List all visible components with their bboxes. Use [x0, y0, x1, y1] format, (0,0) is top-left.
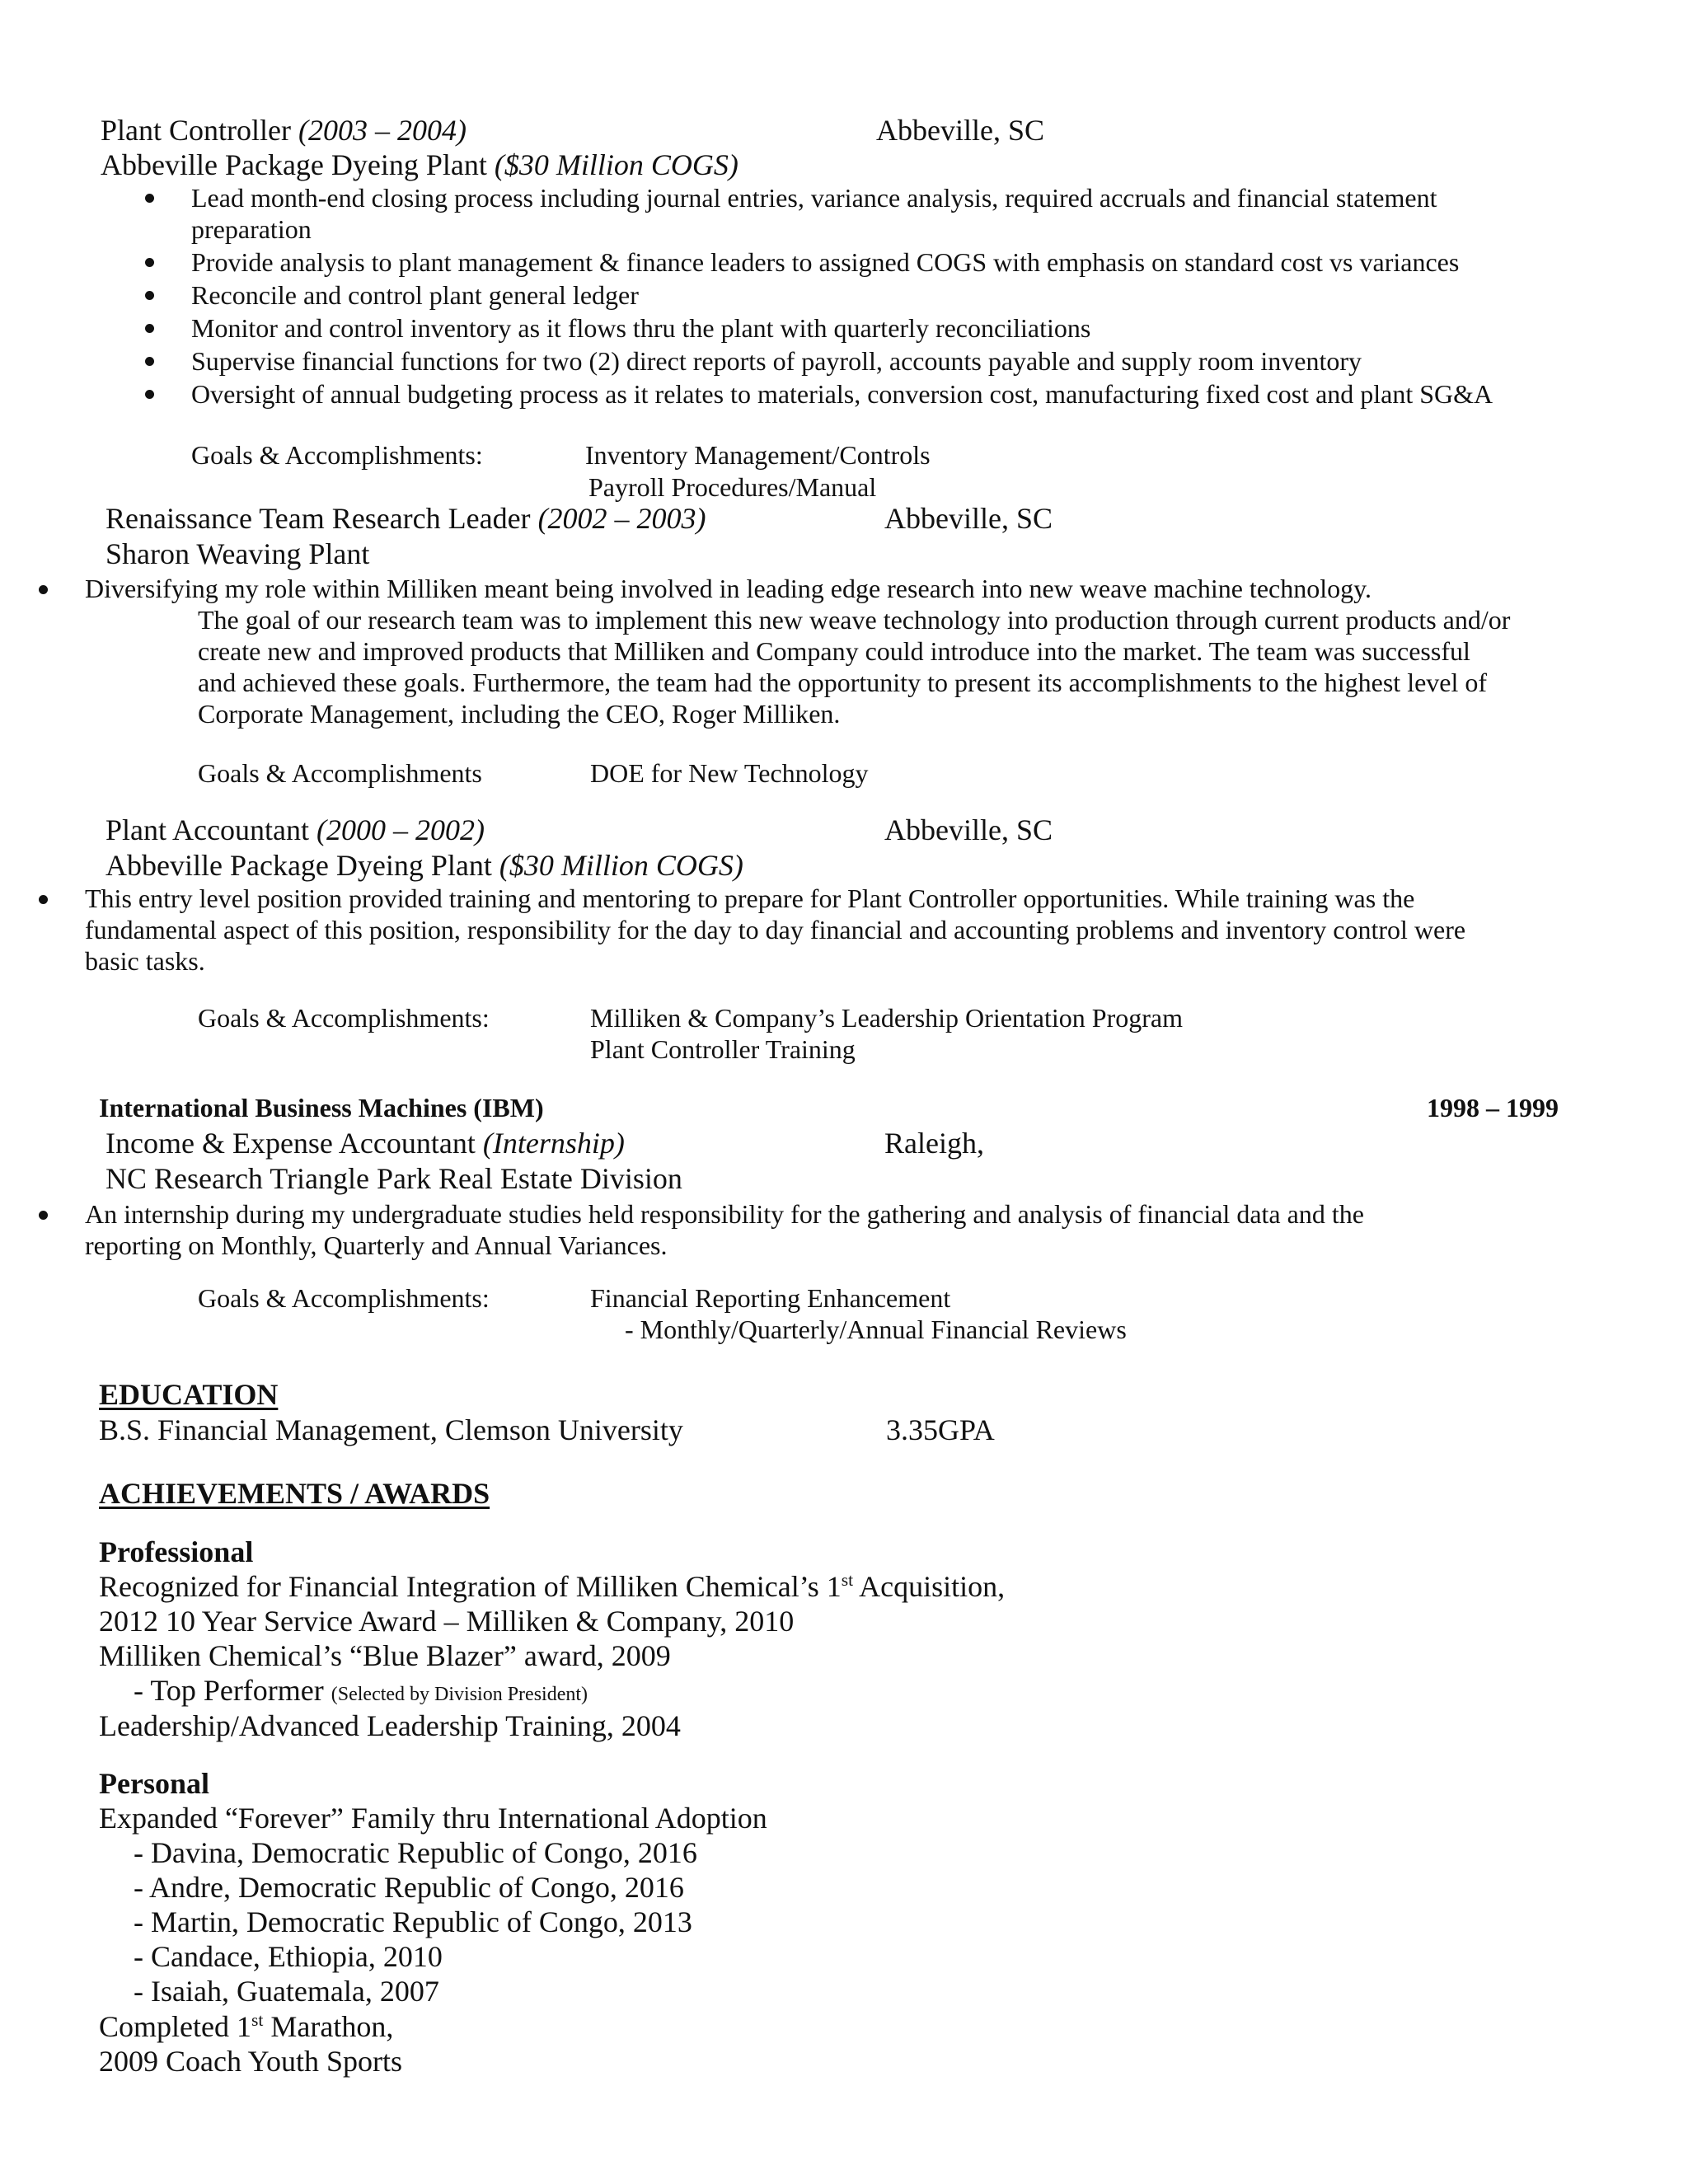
item-text: Acquisition, [853, 1570, 1006, 1603]
paragraph-line: Corporate Management, including the CEO, Roger Milliken. [198, 699, 841, 729]
job-location: Abbeville, SC [876, 114, 1044, 147]
subitem-text: - Top Performer [134, 1674, 324, 1707]
bullet-line: An internship during my undergraduate studies held responsibility for the gathering and analysis of financial data and the [85, 1199, 1364, 1229]
bullet-text: Lead month-end closing process including journal entries, variance analysis, required accruals and financial statement [191, 183, 1437, 213]
child-entry: - Martin, Democratic Republic of Congo, 2013 [134, 1905, 692, 1938]
bullet-icon [39, 895, 48, 904]
item-text: Completed 1 [99, 2010, 251, 2043]
bullet-icon [145, 357, 154, 366]
bullet-text: Monitor and control inventory as it flows thru the plant with quarterly reconciliations [191, 313, 1091, 343]
goal-item: Payroll Procedures/Manual [588, 472, 877, 502]
personal-heading: Personal [99, 1767, 209, 1800]
professional-heading: Professional [99, 1535, 254, 1568]
job-title: Plant Accountant [106, 813, 309, 846]
paragraph-line: The goal of our research team was to implement this new weave technology into production through current products and/or [198, 605, 1511, 635]
job-title: Renaissance Team Research Leader [106, 502, 531, 535]
goal-item: - Monthly/Quarterly/Annual Financial Reviews [625, 1315, 1127, 1344]
job-title: Income & Expense Accountant [106, 1127, 476, 1160]
bullet-line: fundamental aspect of this position, responsibility for the day to day financial and accounting problems and inventory control were [85, 915, 1466, 944]
bullet-line: This entry level position provided training and mentoring to prepare for Plant Controller opportunities. While training was the [85, 883, 1415, 913]
professional-subitem [134, 1673, 588, 1712]
job-heading-ibm [106, 1126, 625, 1160]
achievements-heading: ACHIEVEMENTS / AWARDS [99, 1477, 490, 1510]
job-plant [101, 148, 738, 182]
subitem-note: (Selected by Division President) [331, 1684, 588, 1705]
personal-item: 2009 Coach Youth Sports [99, 2045, 403, 2078]
plant-name: Sharon Weaving Plant [106, 537, 370, 570]
bullet-icon [145, 194, 154, 203]
job-type: (Internship) [482, 1127, 625, 1160]
job-heading-plant-accountant [106, 813, 485, 847]
personal-item: Expanded “Forever” Family thru International Adoption [99, 1802, 767, 1835]
bullet-icon [145, 258, 154, 267]
goals-label: Goals & Accomplishments: [198, 1283, 490, 1313]
job-title: Plant Controller [101, 114, 291, 147]
professional-item: Leadership/Advanced Leadership Training, 2004 [99, 1709, 681, 1742]
bullet-icon [39, 585, 48, 594]
bullet-icon [145, 390, 154, 399]
child-entry: - Andre, Democratic Republic of Congo, 2016 [134, 1871, 684, 1904]
professional-item: 2012 10 Year Service Award – Milliken & Company, 2010 [99, 1605, 795, 1638]
job-location: Abbeville, SC [884, 813, 1053, 846]
bullet-line: basic tasks. [85, 946, 205, 976]
paragraph-line: and achieved these goals. Furthermore, the team had the opportunity to present its accomplishments to the highest level of [198, 668, 1488, 697]
goal-item: Plant Controller Training [590, 1034, 856, 1064]
job-heading-plant-controller [101, 113, 467, 148]
bullet-text: Reconcile and control plant general ledger [191, 280, 639, 310]
plant-name: Abbeville Package Dyeing Plant [106, 849, 492, 882]
bullet-text: Diversifying my role within Milliken meant being involved in leading edge research into new weave machine technology. [85, 574, 1372, 603]
ordinal-suffix: st [251, 2010, 264, 2030]
company-years: 1998 – 1999 [1427, 1093, 1559, 1122]
goal-item: DOE for New Technology [590, 758, 869, 788]
job-plant [106, 848, 743, 883]
plant-cogs: ($30 Million COGS) [499, 849, 743, 882]
bullet-icon [39, 1211, 48, 1220]
job-heading-renaissance [106, 501, 706, 536]
item-text: Marathon, [263, 2010, 394, 2043]
education-degree: B.S. Financial Management, Clemson University [99, 1413, 683, 1446]
bullet-text: Oversight of annual budgeting process as it relates to materials, conversion cost, manufacturing fixed cost and plant SG&A [191, 379, 1493, 409]
goal-item: Milliken & Company’s Leadership Orientation Program [590, 1003, 1183, 1033]
goal-item: Financial Reporting Enhancement [590, 1283, 951, 1313]
education-gpa: 3.35GPA [886, 1413, 995, 1446]
paragraph-line: create new and improved products that Milliken and Company could introduce into the market. The team was successful [198, 636, 1470, 666]
bullet-line: reporting on Monthly, Quarterly and Annual Variances. [85, 1230, 668, 1260]
bullet-icon [145, 324, 154, 333]
child-entry: - Isaiah, Guatemala, 2007 [134, 1975, 439, 2008]
job-location: Abbeville, SC [884, 502, 1053, 535]
plant-name: Abbeville Package Dyeing Plant [101, 148, 487, 181]
goals-label: Goals & Accomplishments [198, 758, 482, 788]
bullet-text: Supervise financial functions for two (2) direct reports of payroll, accounts payable and supply room inventory [191, 346, 1362, 376]
job-location: Raleigh, [884, 1127, 984, 1160]
child-entry: - Candace, Ethiopia, 2010 [134, 1940, 443, 1973]
job-dates: (2002 – 2003) [537, 502, 706, 535]
item-text: Recognized for Financial Integration of Milliken Chemical’s 1 [99, 1570, 842, 1603]
goals-label: Goals & Accomplishments: [198, 1003, 490, 1033]
job-dates: (2003 – 2004) [298, 114, 467, 147]
bullet-text: Provide analysis to plant management & finance leaders to assigned COGS with emphasis on standard cost vs variances [191, 247, 1460, 277]
bullet-icon [145, 291, 154, 300]
professional-item: Milliken Chemical’s “Blue Blazer” award, 2009 [99, 1639, 671, 1672]
division-name: NC Research Triangle Park Real Estate Division [106, 1162, 682, 1195]
goals-label: Goals & Accomplishments: [191, 440, 483, 470]
bullet-text: preparation [191, 214, 312, 244]
child-entry: - Davina, Democratic Republic of Congo, 2016 [134, 1836, 697, 1869]
goal-item: Inventory Management/Controls [585, 440, 931, 470]
company-name: International Business Machines (IBM) [99, 1093, 544, 1122]
personal-item [99, 2009, 393, 2044]
job-dates: (2000 – 2002) [316, 813, 485, 846]
ordinal-suffix: st [841, 1570, 854, 1590]
education-heading: EDUCATION [99, 1378, 279, 1411]
professional-item [99, 1569, 1005, 1604]
plant-cogs: ($30 Million COGS) [494, 148, 738, 181]
